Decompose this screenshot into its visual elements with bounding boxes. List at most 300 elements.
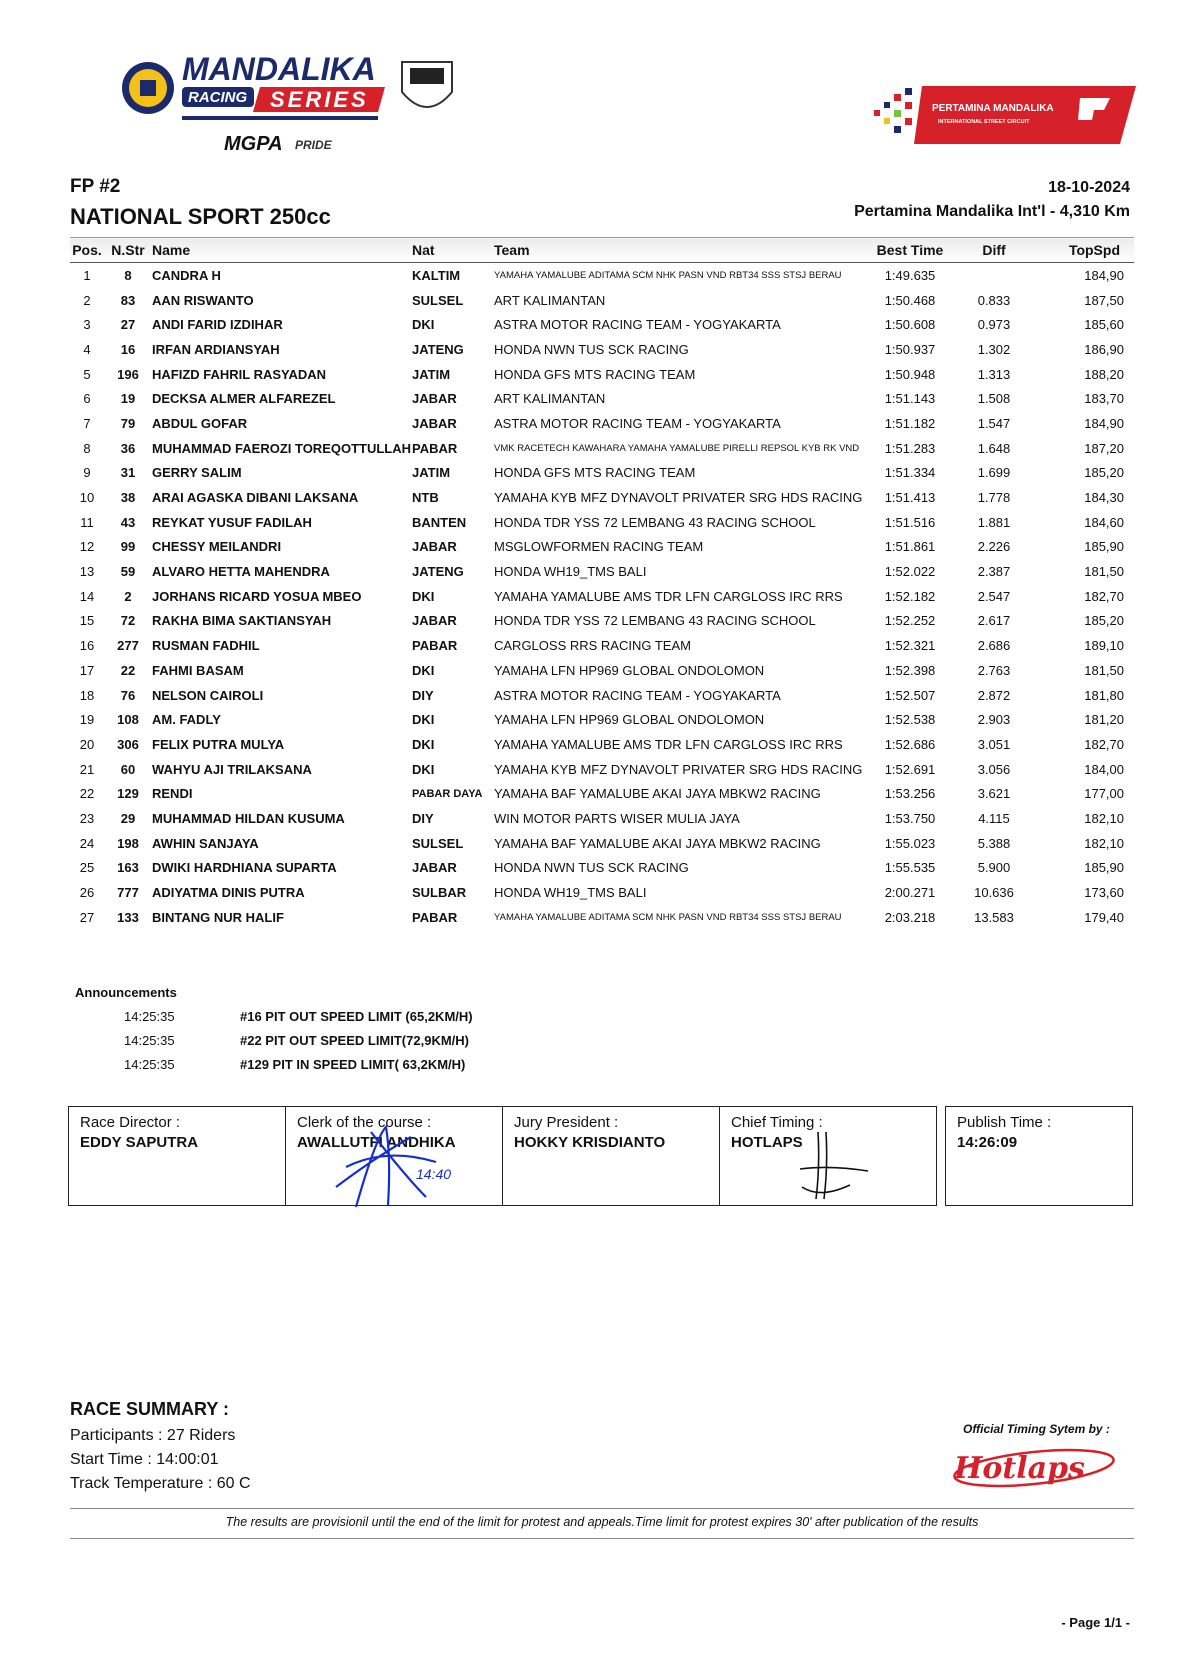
row-start-number: 60 <box>120 761 136 777</box>
row-start-number: 38 <box>120 490 136 506</box>
row-position: 13 <box>79 564 95 580</box>
row-top-speed: 189,10 <box>1084 638 1124 654</box>
row-team: ASTRA MOTOR RACING TEAM - YOGYAKARTA <box>494 415 781 431</box>
row-best-time: 1:50.948 <box>884 366 936 382</box>
row-nationality: JABAR <box>412 391 457 407</box>
row-nationality: JATENG <box>412 341 464 357</box>
table-row <box>70 312 1134 337</box>
row-best-time: 1:51.413 <box>884 490 936 506</box>
row-diff: 1.547 <box>977 415 1011 431</box>
row-team: YAMAHA YAMALUBE ADITAMA SCM NHK PASN VND RBT34 SSS STSJ BERAU <box>494 911 842 923</box>
row-diff: 5.388 <box>977 835 1011 851</box>
row-position: 27 <box>79 909 95 925</box>
row-top-speed: 185,60 <box>1084 317 1124 333</box>
row-position: 5 <box>83 366 91 382</box>
row-nationality: JABAR <box>412 539 457 555</box>
row-team: ART KALIMANTAN <box>494 391 606 407</box>
row-top-speed: 184,00 <box>1084 761 1124 777</box>
race-director-box <box>68 1106 286 1206</box>
row-team: ART KALIMANTAN <box>494 292 606 308</box>
row-team: HONDA TDR YSS 72 LEMBANG 43 RACING SCHOOL <box>494 613 816 629</box>
table-row <box>70 905 1134 930</box>
row-team: HONDA WH19_TMS BALI <box>494 564 647 580</box>
timing-provider-label: Official Timing Sytem by : <box>963 1422 1110 1436</box>
row-best-time: 1:55.535 <box>884 860 936 876</box>
announcement-item <box>124 1033 469 1048</box>
participants-line: Participants : 27 Riders <box>70 1427 236 1444</box>
announcement-text: #16 PIT OUT SPEED LIMIT (65,2KM/H) <box>240 1009 473 1024</box>
announcement-time: 14:25:35 <box>124 1057 175 1072</box>
row-best-time: 1:52.538 <box>884 712 936 728</box>
row-top-speed: 184,90 <box>1084 415 1124 431</box>
row-team: YAMAHA BAF YAMALUBE AKAI JAYA MBKW2 RACING <box>494 786 821 802</box>
row-team: YAMAHA YAMALUBE AMS TDR LFN CARGLOSS IRC RRS <box>494 736 843 752</box>
row-position: 10 <box>79 490 95 506</box>
row-best-time: 2:03.218 <box>884 909 936 925</box>
pertamina-mandalika-circuit-logo <box>870 84 1140 148</box>
row-position: 3 <box>83 317 91 333</box>
row-diff: 1.778 <box>977 490 1011 506</box>
table-row <box>70 584 1134 609</box>
row-start-number: 133 <box>117 909 139 925</box>
row-top-speed: 185,20 <box>1084 613 1124 629</box>
row-position: 9 <box>83 465 91 481</box>
row-nationality: DKI <box>412 317 435 333</box>
row-diff: 2.226 <box>977 539 1011 555</box>
row-nationality: DKI <box>412 761 435 777</box>
row-start-number: 108 <box>117 712 139 728</box>
row-best-time: 1:52.507 <box>884 687 936 703</box>
row-start-number: 163 <box>117 860 139 876</box>
venue-label: Pertamina Mandalika Int'l - 4,310 Km <box>854 203 1130 220</box>
row-diff: 2.547 <box>977 588 1011 604</box>
row-start-number: 196 <box>117 366 139 382</box>
row-best-time: 1:50.608 <box>884 317 936 333</box>
row-position: 18 <box>79 687 95 703</box>
row-rider-name: HAFIZD FAHRIL RASYADAN <box>152 366 327 382</box>
row-nationality: SULBAR <box>412 885 467 901</box>
row-best-time: 1:52.182 <box>884 588 936 604</box>
row-start-number: 777 <box>117 885 139 901</box>
table-row <box>70 510 1134 535</box>
table-row <box>70 559 1134 584</box>
row-nationality: PABAR <box>412 440 458 456</box>
row-start-number: 27 <box>120 317 136 333</box>
row-position: 2 <box>83 292 91 308</box>
publish-time-value: 14:26:09 <box>957 1134 1018 1151</box>
row-start-number: 306 <box>117 736 139 752</box>
row-top-speed: 182,10 <box>1084 835 1124 851</box>
row-start-number: 8 <box>124 267 132 283</box>
row-diff <box>954 263 1034 288</box>
pride-logo-text: PRIDE <box>295 138 332 152</box>
row-best-time: 1:51.861 <box>884 539 936 555</box>
row-position: 16 <box>79 638 95 654</box>
row-position: 25 <box>79 860 95 876</box>
chief-timing-role: Chief Timing : <box>731 1114 823 1131</box>
announcement-text: #129 PIT IN SPEED LIMIT( 63,2KM/H) <box>240 1057 466 1072</box>
chief-timing-name: HOTLAPS <box>731 1134 803 1151</box>
publish-time-label: Publish Time : <box>957 1114 1052 1131</box>
circuit-logo-line1: PERTAMINA MANDALIKA <box>932 103 1054 114</box>
row-position: 21 <box>79 761 95 777</box>
row-nationality: BANTEN <box>412 514 467 530</box>
row-position: 22 <box>79 786 95 802</box>
row-nationality: JABAR <box>412 415 457 431</box>
row-position: 20 <box>79 736 95 752</box>
row-diff: 1.508 <box>977 391 1011 407</box>
row-nationality: DKI <box>412 662 435 678</box>
row-best-time: 1:52.686 <box>884 736 936 752</box>
row-diff: 1.881 <box>977 514 1011 530</box>
row-rider-name: CHESSY MEILANDRI <box>152 539 282 555</box>
row-rider-name: ALVARO HETTA MAHENDRA <box>152 564 330 580</box>
disclaimer-text: The results are provisionil until the end of the limit for protest and appeals.Time limit for protest expires 30' after publication of the results <box>225 1515 979 1529</box>
row-diff: 1.302 <box>977 341 1011 357</box>
table-row <box>70 856 1134 881</box>
row-top-speed: 186,90 <box>1084 341 1124 357</box>
row-start-number: 76 <box>120 687 136 703</box>
row-rider-name: GERRY SALIM <box>152 465 242 481</box>
chief-timing-box <box>719 1106 937 1206</box>
table-row <box>70 806 1134 831</box>
row-start-number: 31 <box>120 465 136 481</box>
row-team: ASTRA MOTOR RACING TEAM - YOGYAKARTA <box>494 317 781 333</box>
row-team: YAMAHA BAF YAMALUBE AKAI JAYA MBKW2 RACING <box>494 835 821 851</box>
table-row <box>70 658 1134 683</box>
row-rider-name: IRFAN ARDIANSYAH <box>152 341 280 357</box>
table-row <box>70 757 1134 782</box>
session-label: FP #2 <box>70 176 121 197</box>
table-row <box>70 732 1134 757</box>
row-diff: 0.973 <box>977 317 1011 333</box>
race-director-role: Race Director : <box>80 1114 181 1131</box>
row-best-time: 1:50.468 <box>884 292 936 308</box>
row-start-number: 79 <box>120 415 136 431</box>
row-rider-name: ABDUL GOFAR <box>152 415 248 431</box>
row-nationality: PABAR DAYA <box>412 787 483 800</box>
row-top-speed: 187,20 <box>1084 440 1124 456</box>
jury-president-name: HOKKY KRISDIANTO <box>514 1134 666 1151</box>
imi-badge-icon <box>122 62 174 114</box>
col-header-best-time: Best Time <box>866 238 954 263</box>
table-row <box>70 831 1134 856</box>
table-row <box>70 461 1134 486</box>
jury-president-role: Jury President : <box>514 1114 619 1131</box>
row-best-time: 2:00.271 <box>884 885 936 901</box>
announcement-item <box>124 1057 465 1072</box>
row-team: HONDA WH19_TMS BALI <box>494 885 647 901</box>
col-header-pos: Pos. <box>70 238 104 263</box>
row-rider-name: RUSMAN FADHIL <box>152 638 260 654</box>
row-start-number: 29 <box>120 810 136 826</box>
row-rider-name: DWIKI HARDHIANA SUPARTA <box>152 860 337 876</box>
row-rider-name: RAKHA BIMA SAKTIANSYAH <box>152 613 332 629</box>
row-start-number: 16 <box>120 341 136 357</box>
row-nationality: JABAR <box>412 860 457 876</box>
row-nationality: SULSEL <box>412 835 464 851</box>
row-team: HONDA GFS MTS RACING TEAM <box>494 366 696 382</box>
row-diff: 1.699 <box>977 465 1011 481</box>
announcement-item <box>124 1009 473 1024</box>
row-nationality: JABAR <box>412 613 457 629</box>
row-team: YAMAHA LFN HP969 GLOBAL ONDOLOMON <box>494 662 765 678</box>
table-row <box>70 707 1134 732</box>
clerk-of-course-box <box>285 1106 503 1206</box>
row-top-speed: 179,40 <box>1084 909 1124 925</box>
row-position: 1 <box>83 267 91 283</box>
row-top-speed: 185,20 <box>1084 465 1124 481</box>
row-rider-name: JORHANS RICARD YOSUA MBEO <box>152 588 362 604</box>
row-top-speed: 185,90 <box>1084 860 1124 876</box>
row-nationality: JATIM <box>412 366 451 382</box>
row-team: WIN MOTOR PARTS WISER MULIA JAYA <box>494 810 740 826</box>
row-rider-name: FELIX PUTRA MULYA <box>152 736 285 752</box>
row-rider-name: REYKAT YUSUF FADILAH <box>152 514 312 530</box>
col-header-name: Name <box>152 238 412 263</box>
row-rider-name: AWHIN SANJAYA <box>152 835 259 851</box>
table-row <box>70 436 1134 461</box>
row-position: 14 <box>79 588 95 604</box>
chief-timing-signature-icon <box>790 1127 890 1202</box>
row-nationality: NTB <box>412 490 439 506</box>
row-best-time: 1:49.635 <box>884 267 936 283</box>
row-nationality: PABAR <box>412 638 458 654</box>
row-top-speed: 182,10 <box>1084 810 1124 826</box>
event-date: 18-10-2024 <box>1048 179 1130 196</box>
row-nationality: JATENG <box>412 564 464 580</box>
row-rider-name: ARAI AGASKA DIBANI LAKSANA <box>152 490 359 506</box>
table-row <box>70 411 1134 436</box>
table-row <box>70 337 1134 362</box>
announcements-title: Announcements <box>75 985 177 1000</box>
clerk-name: AWALLUTFI ANDHIKA <box>297 1134 456 1151</box>
row-top-speed: 181,50 <box>1084 662 1124 678</box>
row-rider-name: MUHAMMAD FAEROZI TOREQOTTULLAH <box>152 440 412 456</box>
row-position: 15 <box>79 613 95 629</box>
logo-racing-text: RACING <box>188 89 248 106</box>
row-position: 12 <box>79 539 95 555</box>
row-rider-name: ANDI FARID IZDIHAR <box>152 317 283 333</box>
row-team: ASTRA MOTOR RACING TEAM - YOGYAKARTA <box>494 687 781 703</box>
table-header-row <box>70 238 1134 263</box>
row-team: VMK RACETECH KAWAHARA YAMAHA YAMALUBE PIRELLI REPSOL KYB RK VND <box>494 442 860 454</box>
row-diff: 2.387 <box>977 564 1011 580</box>
row-position: 17 <box>79 662 95 678</box>
row-position: 4 <box>83 341 91 357</box>
row-nationality: DIY <box>412 810 434 826</box>
mandalika-racing-series-logo <box>120 52 510 167</box>
row-diff: 2.617 <box>977 613 1011 629</box>
row-rider-name: RENDI <box>152 786 193 802</box>
row-rider-name: WAHYU AJI TRILAKSANA <box>152 761 312 777</box>
row-position: 6 <box>83 391 91 407</box>
hotlaps-logo <box>942 1438 1117 1494</box>
row-diff: 3.056 <box>977 761 1011 777</box>
row-position: 8 <box>83 440 91 456</box>
row-diff: 2.903 <box>977 712 1011 728</box>
row-diff: 2.763 <box>977 662 1011 678</box>
row-start-number: 59 <box>120 564 136 580</box>
table-row <box>70 683 1134 708</box>
hotlaps-logo-text: Hotlaps <box>954 1451 1085 1486</box>
mgpa-logo-text: MGPA <box>224 133 283 155</box>
row-nationality: JATIM <box>412 465 451 481</box>
row-start-number: 19 <box>120 391 136 407</box>
row-diff: 10.636 <box>974 885 1014 901</box>
circuit-logo-line2: INTERNATIONAL STREET CIRCUIT <box>938 119 1030 125</box>
col-header-nat: Nat <box>412 238 494 263</box>
class-title: NATIONAL SPORT 250cc <box>70 204 331 229</box>
row-top-speed: 184,60 <box>1084 514 1124 530</box>
row-best-time: 1:52.398 <box>884 662 936 678</box>
row-top-speed: 183,70 <box>1084 391 1124 407</box>
row-rider-name: AM. FADLY <box>152 712 221 728</box>
row-rider-name: FAHMI BASAM <box>152 662 244 678</box>
divider-line <box>70 1508 1134 1509</box>
row-diff: 2.872 <box>977 687 1011 703</box>
row-start-number: 129 <box>117 786 139 802</box>
row-start-number: 277 <box>117 638 139 654</box>
results-body <box>70 263 1134 930</box>
page-number: - Page 1/1 - <box>1061 1615 1130 1630</box>
row-start-number: 43 <box>120 514 136 530</box>
table-row <box>70 288 1134 313</box>
row-rider-name: DECKSA ALMER ALFAREZEL <box>152 391 336 407</box>
row-rider-name: MUHAMMAD HILDAN KUSUMA <box>152 810 345 826</box>
table-row <box>70 386 1134 411</box>
row-diff: 3.051 <box>977 736 1011 752</box>
table-row <box>70 263 1134 288</box>
logo-brand-text: MANDALIKA <box>182 52 376 87</box>
row-start-number: 83 <box>120 292 136 308</box>
row-diff: 2.686 <box>977 638 1011 654</box>
row-rider-name: AAN RISWANTO <box>152 292 254 308</box>
row-top-speed: 173,60 <box>1084 885 1124 901</box>
track-temperature-line: Track Temperature : 60 C <box>70 1475 251 1492</box>
row-top-speed: 188,20 <box>1084 366 1124 382</box>
row-best-time: 1:52.321 <box>884 638 936 654</box>
row-best-time: 1:51.182 <box>884 415 936 431</box>
row-rider-name: NELSON CAIROLI <box>152 687 264 703</box>
row-team: HONDA NWN TUS SCK RACING <box>494 341 689 357</box>
row-position: 19 <box>79 712 95 728</box>
row-team: YAMAHA KYB MFZ DYNAVOLT PRIVATER SRG HDS RACING <box>494 761 863 777</box>
row-best-time: 1:52.252 <box>884 613 936 629</box>
row-position: 24 <box>79 835 95 851</box>
row-nationality: DKI <box>412 588 435 604</box>
row-diff: 3.621 <box>977 786 1011 802</box>
row-top-speed: 185,90 <box>1084 539 1124 555</box>
row-best-time: 1:55.023 <box>884 835 936 851</box>
clerk-signature-icon <box>316 1117 466 1212</box>
clerk-signature-note: 14:40 <box>416 1166 452 1182</box>
row-diff: 1.313 <box>977 366 1011 382</box>
table-row <box>70 485 1134 510</box>
row-start-number: 99 <box>120 539 136 555</box>
row-best-time: 1:52.022 <box>884 564 936 580</box>
row-nationality: DKI <box>412 736 435 752</box>
col-header-diff: Diff <box>954 238 1034 263</box>
row-diff: 1.648 <box>977 440 1011 456</box>
announcement-time: 14:25:35 <box>124 1033 175 1048</box>
row-rider-name: BINTANG NUR HALIF <box>152 909 284 925</box>
federation-emblem-icon <box>402 62 452 107</box>
race-summary-title: RACE SUMMARY : <box>70 1399 230 1419</box>
row-nationality: DKI <box>412 712 435 728</box>
row-rider-name: ADIYATMA DINIS PUTRA <box>152 885 305 901</box>
checker-dots-icon <box>874 88 912 133</box>
row-team: YAMAHA YAMALUBE AMS TDR LFN CARGLOSS IRC RRS <box>494 588 843 604</box>
row-best-time: 1:51.143 <box>884 391 936 407</box>
row-start-number: 36 <box>120 440 136 456</box>
results-table <box>70 237 1134 930</box>
table-row <box>70 362 1134 387</box>
row-nationality: PABAR <box>412 909 458 925</box>
row-best-time: 1:51.283 <box>884 440 936 456</box>
table-row <box>70 535 1134 560</box>
race-director-name: EDDY SAPUTRA <box>80 1134 199 1151</box>
row-team: MSGLOWFORMEN RACING TEAM <box>494 539 704 555</box>
row-best-time: 1:51.334 <box>884 465 936 481</box>
row-start-number: 198 <box>117 835 139 851</box>
row-nationality: KALTIM <box>412 267 461 283</box>
table-row <box>70 633 1134 658</box>
announcement-text: #22 PIT OUT SPEED LIMIT(72,9KM/H) <box>240 1033 469 1048</box>
row-top-speed: 181,20 <box>1084 712 1124 728</box>
row-start-number: 2 <box>124 588 132 604</box>
row-position: 7 <box>83 415 91 431</box>
row-best-time: 1:50.937 <box>884 341 936 357</box>
publish-time-box <box>945 1106 1133 1206</box>
row-top-speed: 181,50 <box>1084 564 1124 580</box>
row-team: HONDA NWN TUS SCK RACING <box>494 860 689 876</box>
row-top-speed: 187,50 <box>1084 292 1124 308</box>
announcement-time: 14:25:35 <box>124 1009 175 1024</box>
row-nationality: SULSEL <box>412 292 464 308</box>
row-team: YAMAHA KYB MFZ DYNAVOLT PRIVATER SRG HDS RACING <box>494 490 863 506</box>
logo-series-text: SERIES <box>270 87 369 112</box>
row-rider-name: CANDRA H <box>152 267 221 283</box>
row-team: YAMAHA LFN HP969 GLOBAL ONDOLOMON <box>494 712 765 728</box>
row-position: 23 <box>79 810 95 826</box>
row-team: CARGLOSS RRS RACING TEAM <box>494 638 691 654</box>
row-top-speed: 182,70 <box>1084 736 1124 752</box>
start-time-line: Start Time : 14:00:01 <box>70 1451 219 1468</box>
row-diff: 4.115 <box>978 810 1010 826</box>
table-row <box>70 880 1134 905</box>
divider-line <box>70 1538 1134 1539</box>
row-best-time: 1:51.516 <box>884 514 936 530</box>
col-header-topspd: TopSpd <box>1034 238 1134 263</box>
row-diff: 5.900 <box>977 860 1011 876</box>
jury-president-box <box>502 1106 720 1206</box>
row-nationality: DIY <box>412 687 434 703</box>
row-best-time: 1:53.256 <box>884 786 936 802</box>
row-team: HONDA GFS MTS RACING TEAM <box>494 465 696 481</box>
table-row <box>70 609 1134 634</box>
row-start-number: 72 <box>120 613 136 629</box>
row-best-time: 1:53.750 <box>884 810 936 826</box>
row-team: YAMAHA YAMALUBE ADITAMA SCM NHK PASN VND RBT34 SSS STSJ BERAU <box>494 269 842 281</box>
row-top-speed: 177,00 <box>1084 786 1124 802</box>
clerk-role: Clerk of the course : <box>297 1114 432 1131</box>
row-top-speed: 184,90 <box>1084 267 1124 283</box>
table-row <box>70 781 1134 806</box>
row-position: 11 <box>80 514 94 530</box>
row-top-speed: 182,70 <box>1084 588 1124 604</box>
row-position: 26 <box>79 885 95 901</box>
